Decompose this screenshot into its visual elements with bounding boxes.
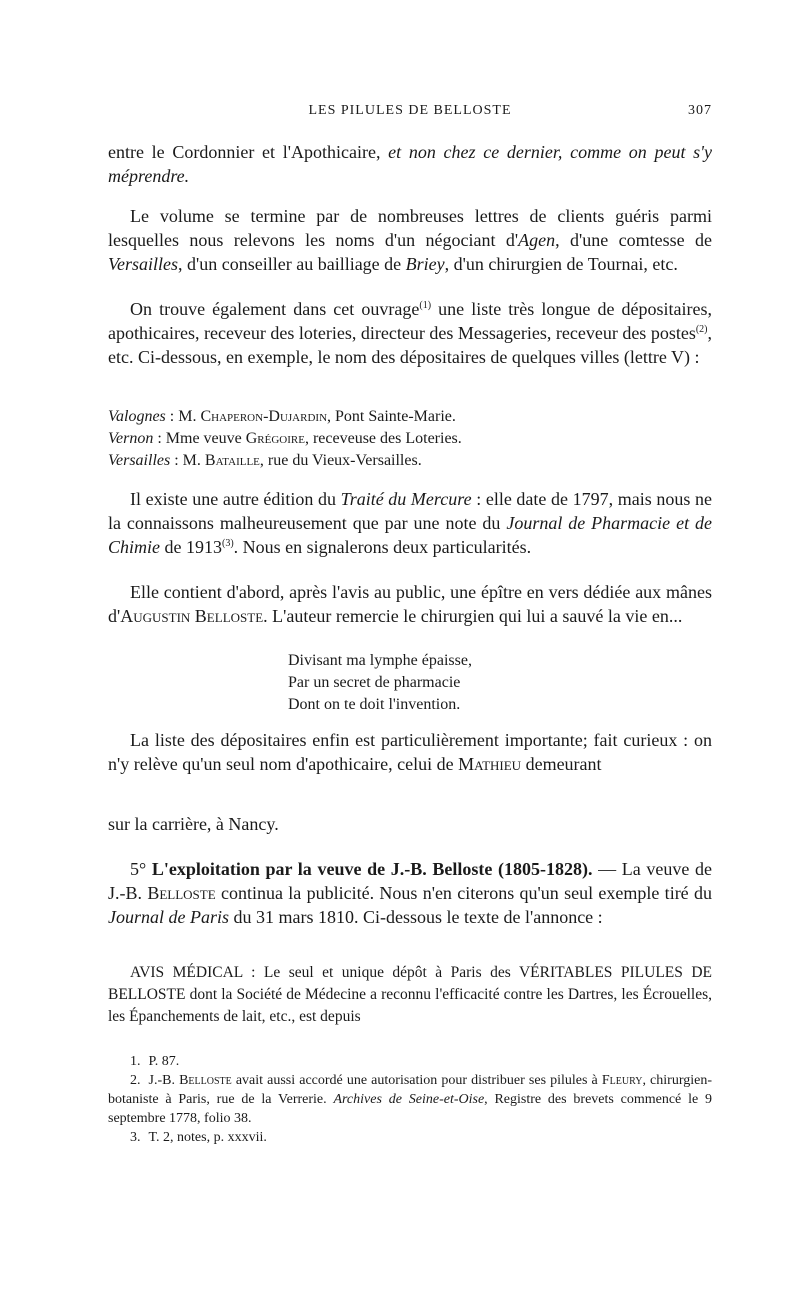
paragraph-apothicaire: La liste des dépositaires enfin est particulièrement importante; fait curieux : on n'y relève qu'un seul nom d'apothicaire, celui de Mathieu demeurant: [108, 730, 712, 774]
page-number: 307: [688, 103, 712, 118]
list-item: Valognes : M. Chaperon-Dujardin, Pont Sainte-Marie.: [108, 408, 456, 425]
footnote-ref-1: (1): [419, 300, 432, 311]
avis-medical-quote: AVIS MÉDICAL : Le seul et unique dépôt à Paris des VÉRITABLES PILULES DE BELLOSTE dont la Société de Médecine a reconnu l'efficacité contre les Dartres, les Écrouelles, les Épanchements de lait, etc., est depuis: [108, 964, 712, 1025]
verse-line: Divisant ma lymphe épaisse,: [288, 652, 472, 669]
paragraph-nancy: sur la carrière, à Nancy.: [108, 814, 279, 834]
paragraph-epitre: Elle contient d'abord, après l'avis au public, une épître en vers dédiée aux mânes d'Augustin Belloste. L'auteur remercie le chirurgien qui lui a sauvé la vie en...: [108, 582, 712, 626]
verse-line: Par un secret de pharmacie: [288, 674, 461, 691]
running-title: LES PILULES DE BELLOSTE: [308, 103, 512, 118]
paragraph-depositaires: On trouve également dans cet ouvrage$^{(1)}$ une liste très longue de dépositaires, apothicaires, receveur des loteries, directeur des Messageries, receveur des postes$^{(2)}$, etc. Ci-dessous, en exemple, le nom des dépositaires de quelques villes (lettre V) :: [108, 299, 713, 367]
paragraph-clients: Le volume se termine par de nombreuses lettres de clients guéris parmi lesquelles nous relevons les noms d'un négociant d'Agen, d'une comtesse de Versailles, d'un conseiller au bailliage de Briey, d'un chirurgien de Tournai, etc.: [108, 206, 713, 274]
footnote-1: 1. P. 87.: [130, 1054, 180, 1069]
paragraph-edition-1797: Il existe une autre édition du Traité du Mercure : elle date de 1797, mais nous ne la connaissons malheureusement que par une note du Journal de Pharmacie et de Chimie de 1913$^{(3)}$. Nous en signalerons deux particularités.: [108, 489, 712, 557]
footnote-2: 2. J.-B. Belloste avait aussi accordé une autorisation pour distribuer ses pilules à Fleury, chirurgien-botaniste à Paris, rue de la Verrerie. Archives de Seine-et-Oise, Registre des brevets commencé le 9 septembre 1778, folio 38.: [108, 1073, 712, 1126]
footnotes: [108, 1052, 712, 1147]
footnote-3: 3. T. 2, notes, p. xxxvii.: [130, 1130, 267, 1145]
list-item: Vernon : Mme veuve Grégoire, receveuse des Loteries.: [108, 430, 462, 447]
section-heading: L'exploitation par la veuve de J.-B. Belloste (1805-1828).: [146, 859, 593, 879]
verse-quotation: [288, 650, 472, 716]
footnote-ref-2: (2): [695, 324, 708, 335]
paragraph-continuation: entre le Cordonnier et l'Apothicaire, et non chez ce dernier, comme on peut s'y méprendre.: [108, 142, 712, 186]
section-5-paragraph: 5° L'exploitation par la veuve de J.-B. Belloste (1805-1828). — La veuve de J.-B. Belloste continua la publicité. Nous n'en citerons qu'un seul exemple tiré du Journal de Paris du 31 mars 1810. Ci-dessous le texte de l'annonce :: [108, 859, 712, 927]
verse-line: Dont on te doit l'invention.: [288, 696, 461, 713]
list-item: Versailles : M. Bataille, rue du Vieux-Versailles.: [108, 452, 422, 469]
footnote-ref-3: (3): [222, 538, 234, 549]
depositaires-list: [108, 406, 712, 472]
